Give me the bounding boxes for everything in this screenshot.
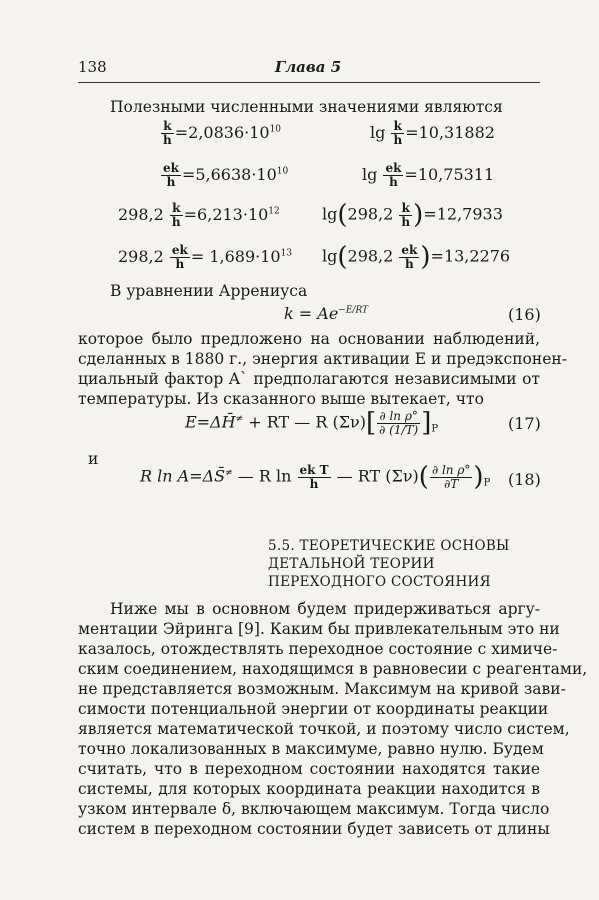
arrhenius-line: В уравнении Аррениуса (110, 282, 308, 300)
equation-17-number: (17) (508, 414, 541, 433)
equation-16: $k = Ae^{-E/RT}$ (284, 304, 369, 323)
equation-16-number: (16) (508, 305, 541, 324)
running-title: Глава 5 (274, 58, 342, 76)
para1-line-4: температуры. Из сказанного выше вытекает, что (78, 390, 484, 408)
para2-line-1: Ниже мы в основном будем придерживаться аргу- (110, 600, 540, 618)
section-title-line-1: 5.5. ТЕОРЕТИЧЕСКИЕ ОСНОВЫ (268, 538, 510, 554)
value-lg-k-over-h: lg $\frac{k}{h}$ =10,31882 (370, 119, 495, 147)
para2-line-9: считать, что в переходном состоянии находятся такие (78, 760, 540, 778)
para1-line-3: циальный фактор A` предполагаются независимыми от (78, 370, 540, 388)
header-rule (78, 82, 540, 83)
para2-line-5: не представляется возможным. Максимум на кривой зави- (78, 680, 566, 698)
para2-line-4: ским соединением, находящимся в равновесии с реагентами, (78, 660, 588, 678)
equation-18: R ln A=ΔS̄≠ — R ln $\frac{\text{ek T}}{h}$ — RT (Σν)( $\frac{\text{∂ ln ρ°}}{\partial T}$ )$_P$ (140, 462, 491, 492)
para2-line-8: точно локализованных в максимуме, равно нулю. Будем (78, 740, 544, 758)
page-number: 138 (78, 58, 107, 76)
intro-line: Полезными численными значениями являются (110, 98, 503, 116)
section-title-line-3: ПЕРЕХОДНОГО СОСТОЯНИЯ (268, 574, 491, 590)
para1-line-1: которое было предложено на основании наблюдений, (78, 330, 540, 348)
para2-line-10: системы, для которых координата реакции находится в (78, 780, 540, 798)
para2-line-2: ментации Эйринга [9]. Каким бы привлекательным это ни (78, 620, 560, 638)
page-header (78, 58, 538, 80)
equation-17: E=ΔH̄≠ + RT — R (Σν)[ $\frac{\text{∂ ln ρ°}}{\partial (1/T)}$ ]$_P$ (185, 408, 439, 438)
para2-line-6: симости потенциальной энергии от координаты реакции (78, 700, 549, 718)
value-lg-298-k-over-h: lg(298,2 $\frac{k}{h}$ )=12,7933 (322, 200, 503, 230)
equation-18-number: (18) (508, 470, 541, 489)
conjunction-and: и (88, 450, 99, 468)
value-ek-over-h: $\frac{ek}{h}$ $=5,6638\cdot 10^{10}$ (163, 161, 289, 189)
value-lg-298-ek-over-h: lg(298,2 $\frac{ek}{h}$ )=13,2276 (322, 242, 511, 272)
value-k-over-h: $\frac{k}{h}$ $=2,0836\cdot 10^{10}$ (163, 119, 282, 147)
para2-line-12: систем в переходном состоянии будет зависеть от длины (78, 820, 550, 838)
para2-line-7: является математической точкой, и поэтому число систем, (78, 720, 570, 738)
value-298-ek-over-h: 298,2 $\frac{ek}{h}$ = $1,689\cdot 10^{13}$ (118, 243, 293, 271)
para2-line-11: узком интервале δ, включающем максимум. Тогда число (78, 800, 550, 818)
section-title-line-2: ДЕТАЛЬНОЙ ТЕОРИИ (268, 556, 435, 572)
value-298-k-over-h: 298,2 $\frac{k}{h}$ $=6,213\cdot 10^{12}$ (118, 201, 280, 229)
para2-line-3: казалось, отождествлять переходное состояние с химиче- (78, 640, 558, 658)
value-lg-ek-over-h: lg $\frac{ek}{h}$ =10,75311 (362, 161, 495, 189)
para1-line-2: сделанных в 1880 г., энергия активации E и предэкспонен- (78, 350, 567, 368)
